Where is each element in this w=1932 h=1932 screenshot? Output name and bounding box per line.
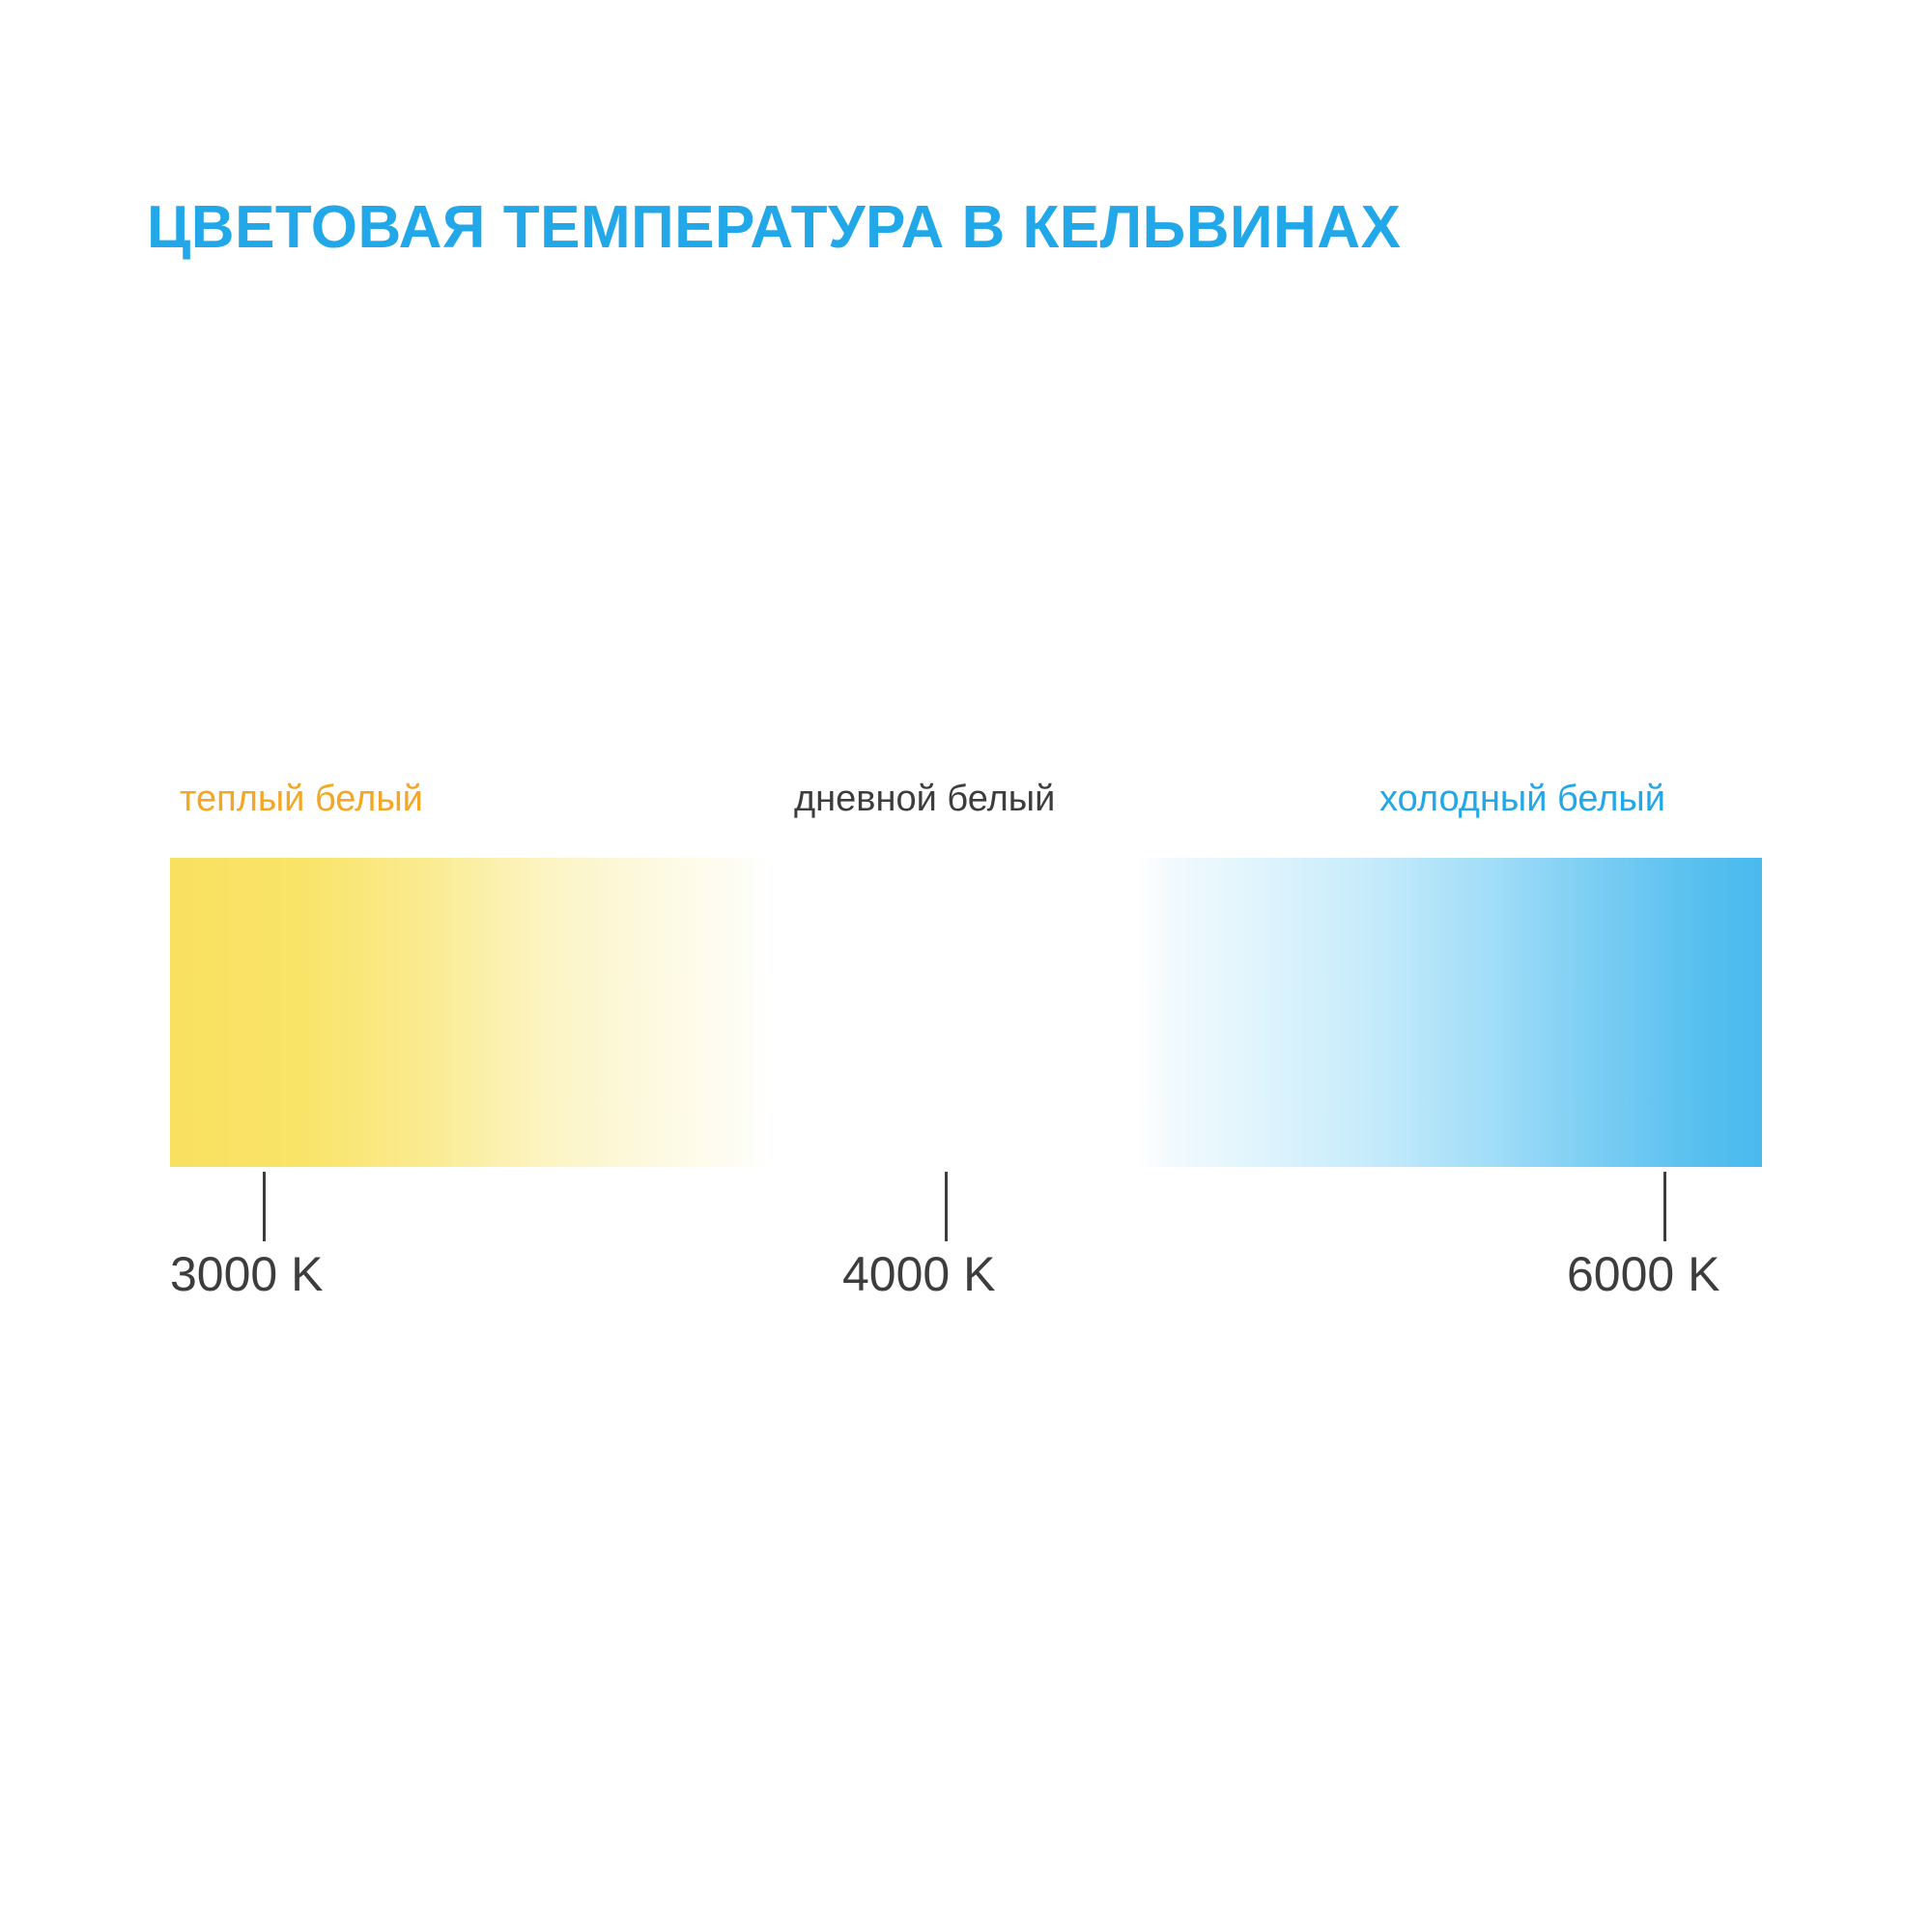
gradient-bar-warm-white bbox=[170, 858, 773, 1167]
gradient-bar-cool-white bbox=[1136, 858, 1762, 1167]
category-label-warm-white: теплый белый bbox=[180, 779, 423, 819]
tick-marker-6000k bbox=[1663, 1172, 1666, 1241]
page-title: ЦВЕТОВАЯ ТЕМПЕРАТУРА В КЕЛЬВИНАХ bbox=[147, 194, 1402, 261]
tick-marker-4000k bbox=[945, 1172, 948, 1241]
kelvin-value-3000: 3000 K bbox=[170, 1247, 324, 1301]
kelvin-value-6000: 6000 K bbox=[1567, 1247, 1720, 1301]
tick-marker-3000k bbox=[263, 1172, 266, 1241]
category-label-cool-white: холодный белый bbox=[1379, 779, 1665, 819]
category-label-daylight-white: дневной белый bbox=[794, 779, 1056, 819]
kelvin-value-4000: 4000 K bbox=[842, 1247, 996, 1301]
